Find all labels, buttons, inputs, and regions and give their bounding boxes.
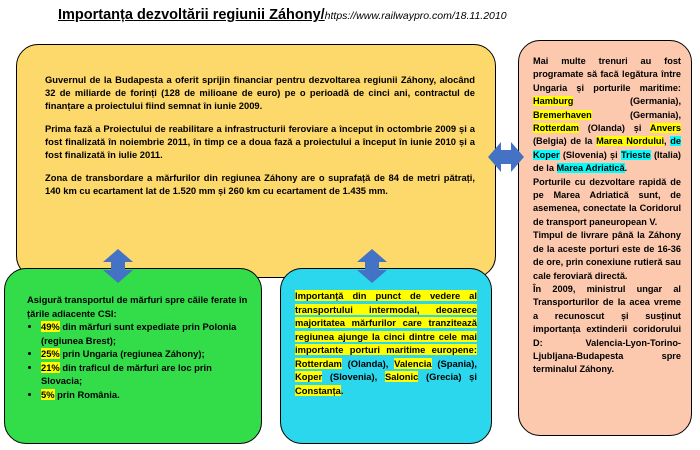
port-country: (Germania), <box>591 109 681 120</box>
ports-connection-box <box>518 40 692 436</box>
percentage-value: 49% <box>41 321 60 332</box>
port-country: (Grecia) și <box>418 371 477 382</box>
port-rotterdam: Rotterdam <box>533 123 579 134</box>
main-paragraph-3: Zona de transbordare a mărfurilor din regiunea Záhony are o suprafață de 84 de metri pătrați, 140 km cu ecartament lat de 1.520 mm și 260 km cu ecartament de 1.435 mm. <box>45 172 475 196</box>
main-info-box <box>16 44 496 278</box>
csi-heading: Asigură transportul de mărfuri spre căile ferate în țările adiacente CSI: <box>27 294 248 319</box>
up-down-arrow-icon <box>103 249 133 283</box>
list-item-text: prin România. <box>54 388 120 400</box>
port-country: . <box>340 384 344 396</box>
port-country: (Olanda) și <box>578 123 650 134</box>
port-country: (Olanda), <box>341 357 395 369</box>
port-bremerhaven: Bremerhaven <box>533 109 592 120</box>
separator-text: . <box>624 163 628 174</box>
port-country: (Slovenia), <box>322 371 385 382</box>
intermodal-box <box>280 268 492 444</box>
csi-list <box>27 320 249 401</box>
port-country: (Spania), <box>431 357 477 369</box>
title-source: https://www.railwaypro.com/18.11.2010 <box>324 10 507 22</box>
port-name: Salonic <box>384 371 419 382</box>
intermodal-text <box>295 289 477 397</box>
port-name: Koper <box>295 371 323 382</box>
port-country: (Slovenia) și <box>559 149 622 160</box>
port-name: Rotterdam <box>295 357 342 369</box>
percentage-value: 21% <box>41 361 60 373</box>
sea-north: Marea Nordului <box>596 136 665 147</box>
ports-paragraph-3: Timpul de livrare până la Záhony de la aceste porturi este de 16-36 de ore, prin conexiune rutieră sau cale feroviară directă. <box>533 230 681 281</box>
intermodal-intro: Importanță din punct de vedere al transportului intermodal, deoarece majoritatea mărfurilor care tranzitează regiunea ajunge la cinci dintre cele mai importante porturi maritime europene: <box>295 290 477 355</box>
left-right-arrow-icon <box>488 142 524 172</box>
list-item <box>41 320 249 347</box>
percentage-value: 5% <box>41 388 55 400</box>
title-main: Importanța dezvoltării regiunii Záhony/ <box>58 7 325 23</box>
port-country: (Italia) de la <box>533 149 681 174</box>
list-item-text: din traficul de mărfuri are loc prin Slovacia; <box>41 361 212 386</box>
ports-paragraph-2: Porturile cu dezvoltare rapidă de pe Marea Adriatică sunt, de asemenea, conectate la Coridorul de transport paneuropean V. <box>533 176 681 227</box>
list-item <box>41 361 249 388</box>
ports-paragraph-4: În 2009, ministrul ungar al Transporturilor de la acea vreme a recunoscut și susținut importanța extinderii coridorului D: Valencia-Lyon-Torino-Ljubljana-Budapesta spre terminalul Záhony. <box>533 283 681 375</box>
main-paragraph-2: Prima fază a Proiectului de reabilitare a infrastructurii feroviare a început în octombrie 2009 și a fost finalizată în noiembrie 2011, în timp ce a doua fază a proiectului a început în iunie 2010 și a fost finalizată în iulie 2011. <box>45 123 475 160</box>
port-koper: de Koper <box>533 136 681 160</box>
port-trieste: Trieste <box>621 149 651 160</box>
ports-paragraph-1 <box>533 55 681 176</box>
port-anvers: Anvers <box>649 123 681 134</box>
list-item <box>41 347 249 361</box>
port-name: Valencia <box>394 357 432 369</box>
csi-transport-box <box>4 268 262 444</box>
list-item-text: prin Ungaria (regiunea Záhony); <box>59 348 205 359</box>
list-item <box>41 388 249 402</box>
list-item-text: din mărfuri sunt expediate prin Polonia (regiunea Brest); <box>41 321 237 346</box>
page-title <box>58 6 507 24</box>
ports-intro: Mai multe trenuri au fost programate să facă legătura între Ungaria și porturile maritime: <box>533 56 681 93</box>
port-name: Constanța <box>295 384 341 396</box>
up-down-arrow-icon <box>357 249 387 283</box>
sea-adriatic: Marea Adriatică <box>556 163 625 174</box>
port-country: (Belgia) de la <box>533 136 597 147</box>
main-paragraph-1: Guvernul de la Budapesta a oferit sprijin financiar pentru dezvoltarea regiunii Záhony, alocând 32 de miliarde de forinți (128 de milioane de euro) pe o perioadă de cinci ani, contractul de finanțare a proiectului fiind semnat în iunie 2009. <box>45 74 475 111</box>
port-hamburg: Hamburg <box>533 96 574 107</box>
port-country: (Germania), <box>573 96 681 107</box>
separator-text: , <box>664 136 671 147</box>
percentage-value: 25% <box>41 348 60 359</box>
